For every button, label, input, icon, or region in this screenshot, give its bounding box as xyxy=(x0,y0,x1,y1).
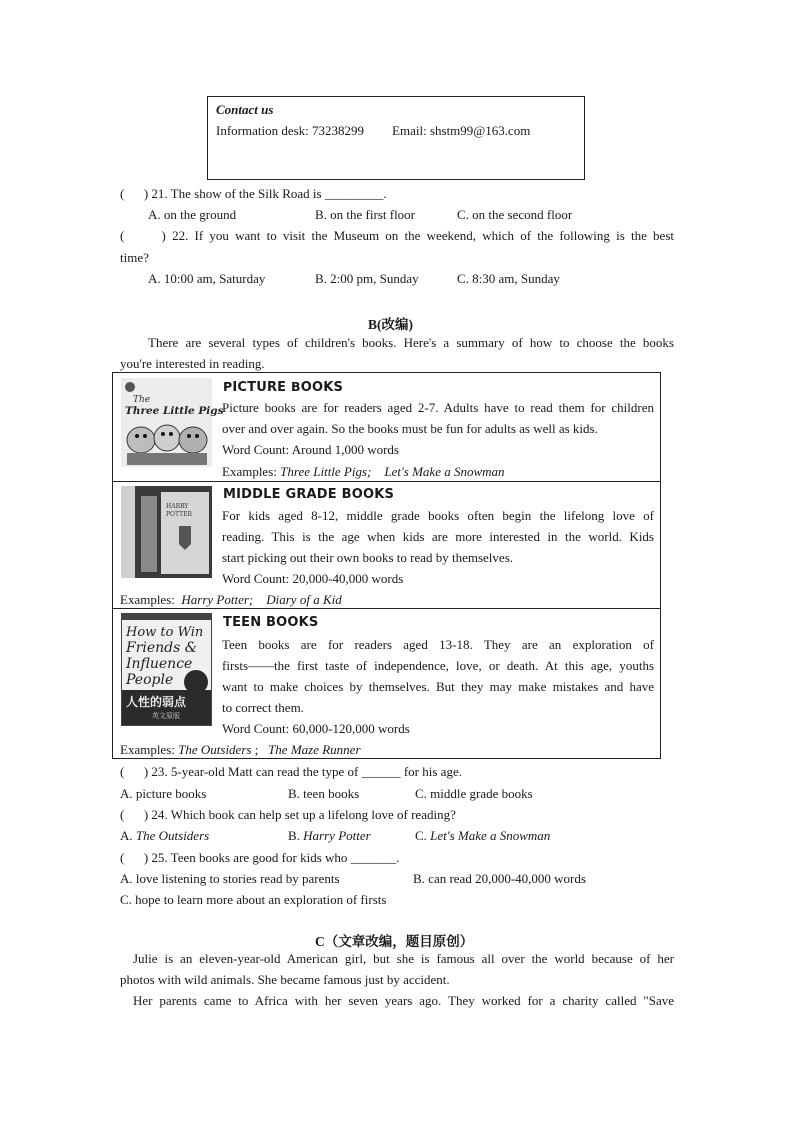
contact-desk: Information desk: 73238299 xyxy=(216,123,365,138)
contact-email: Email: shstm99@163.com xyxy=(392,123,531,138)
question-25-option-c: C. hope to learn more about an exploration of firsts xyxy=(120,892,387,907)
svg-text:HARRY: HARRY xyxy=(166,503,189,510)
section-c-p1-line1: Julie is an eleven-year-old American girl, but she is famous all over the world because of her xyxy=(133,951,674,966)
question-25-option-b: B. can read 20,000-40,000 words xyxy=(413,871,586,886)
question-21-option-a: A. on the ground xyxy=(148,207,237,222)
teen-books-line3: want to make choices by themselves. But they may make mistakes and have xyxy=(222,679,654,694)
middle-grade-books-line3: start picking out their own books to read by themselves. xyxy=(222,550,514,565)
table-divider xyxy=(113,608,660,609)
middle-grade-books-line2: reading. This is the age when kids are more interested in the world. Kids xyxy=(222,529,654,544)
question-22-option-a: A. 10:00 am, Saturday xyxy=(148,271,266,286)
question-22-stem-line1: ( ) 22. If you want to visit the Museum on the weekend, which of the following is the best xyxy=(120,228,674,243)
svg-text:How to Win: How to Win xyxy=(126,625,204,640)
question-21-option-b: B. on the first floor xyxy=(315,207,416,222)
svg-text:The: The xyxy=(133,395,151,405)
teen-books-line4: to correct them. xyxy=(222,700,304,715)
question-24-option-a: A. The Outsiders xyxy=(120,828,210,843)
question-22-option-b: B. 2:00 pm, Sunday xyxy=(315,271,419,286)
middle-grade-books-line1: For kids aged 8-12, middle grade books often begin the lifelong love of xyxy=(222,508,654,523)
question-23-option-c: C. middle grade books xyxy=(415,786,533,801)
svg-text:Friends &: Friends & xyxy=(126,640,198,656)
how-to-win-friends-cover-image xyxy=(121,613,212,726)
teen-books-title: TEEN BOOKS xyxy=(223,615,319,630)
teen-books-line1: Teen books are for readers aged 13-18. They are an exploration of xyxy=(222,637,654,652)
teen-books-line2: firsts——the first taste of independence, love, or death. At this age, youths xyxy=(222,658,654,673)
svg-text:人性的弱点: 人性的弱点 xyxy=(126,695,187,709)
picture-books-line2: over and over again. So the books must be fun for adults as well as kids. xyxy=(222,421,598,436)
teen-books-examples: Examples: The Outsiders ; The Maze Runner xyxy=(120,742,361,757)
picture-books-word-count: Word Count: Around 1,000 words xyxy=(222,442,399,457)
picture-books-examples: Examples: Three Little Pigs; Let's Make a Snowman xyxy=(222,464,505,479)
question-21-option-c: C. on the second floor xyxy=(457,207,573,222)
contact-title: Contact us xyxy=(216,102,274,117)
question-23-option-a: A. picture books xyxy=(120,786,207,801)
three-little-pigs-cover-image xyxy=(121,378,224,467)
teen-books-word-count: Word Count: 60,000-120,000 words xyxy=(222,721,410,736)
question-23-option-b: B. teen books xyxy=(288,786,360,801)
section-b-heading: B(改编) xyxy=(368,317,413,332)
question-25-stem: ( ) 25. Teen books are good for kids who _______. xyxy=(120,850,400,865)
table-divider xyxy=(113,481,660,482)
books-table xyxy=(112,372,661,759)
section-c-heading: C（文章改编，题目原创） xyxy=(315,934,474,949)
middle-grade-books-examples: Examples: Harry Potter; Diary of a Kid xyxy=(120,592,342,607)
question-22-stem-line2: time? xyxy=(120,250,149,265)
question-21-stem: ( ) 21. The show of the Silk Road is _________. xyxy=(120,186,387,201)
picture-books-line1: Picture books are for readers aged 2-7. Adults have to read them for children xyxy=(222,400,654,415)
section-b-intro-line2: you're interested in reading. xyxy=(120,356,265,371)
picture-books-title: PICTURE BOOKS xyxy=(223,379,344,395)
section-c-p1-line2: photos with wild animals. She became famous just by accident. xyxy=(120,972,450,987)
question-24-option-b: B. Harry Potter xyxy=(288,828,371,843)
contact-box xyxy=(207,96,585,180)
middle-grade-books-title: MIDDLE GRADE BOOKS xyxy=(223,487,395,502)
question-22-option-c: C. 8:30 am, Sunday xyxy=(457,271,560,286)
question-23-stem: ( ) 23. 5-year-old Matt can read the type of ______ for his age. xyxy=(120,764,462,779)
harry-potter-cover-image xyxy=(121,486,212,578)
contact-info xyxy=(216,123,530,139)
svg-text:People: People xyxy=(126,672,174,688)
svg-text:POTTER: POTTER xyxy=(166,511,192,518)
section-b-intro-line1: There are several types of children's books. Here's a summary of how to choose the books xyxy=(148,335,674,350)
question-24-stem: ( ) 24. Which book can help set up a lifelong love of reading? xyxy=(120,807,456,822)
svg-text:Influence: Influence xyxy=(126,656,193,672)
question-25-option-a: A. love listening to stories read by parents xyxy=(120,871,340,886)
svg-text:Three Little Pigs: Three Little Pigs xyxy=(125,405,224,417)
section-c-p2-line1: Her parents came to Africa with her seven years ago. They worked for a charity called "Save xyxy=(133,993,674,1008)
svg-text:英文原版: 英文原版 xyxy=(152,712,180,720)
question-24-option-c: C. Let's Make a Snowman xyxy=(415,828,551,843)
middle-grade-books-word-count: Word Count: 20,000-40,000 words xyxy=(222,571,404,586)
